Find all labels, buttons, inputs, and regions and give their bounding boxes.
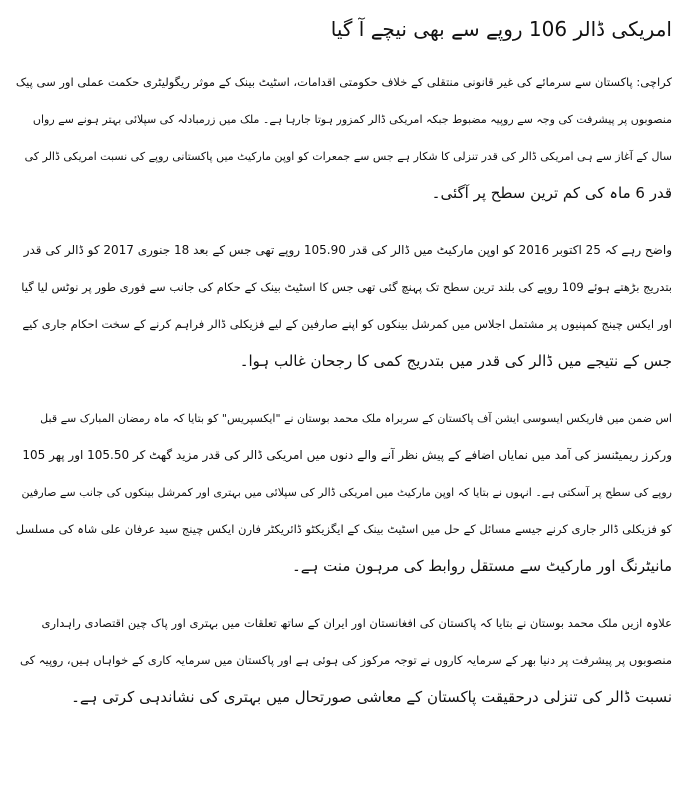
paragraph-line: ورکرز ریمیٹنسز کی آمد میں نمایاں اضافے کے پیش نظر آنے والے دنوں میں امریکی ڈالر کی قدر مزید گھٹ کر 105.50 اور پھر 105	[22, 448, 672, 462]
paragraph-line: منصوبوں پر پیشرفت پر دنیا بھر کے سرمایہ کاروں نے توجہ مرکوز کی ہوئی ہے اور پاکستان میں سرمایہ کاری کے خواہاں ہیں، روپیہ کی	[20, 653, 672, 667]
paragraph-line: بتدریج بڑھتے ہوئے 109 روپے کی بلند ترین سطح تک پہنچ گئی تھی جس کا اسٹیٹ بینک کے حکام کی جانب سے فوری طور پر نوٹس لیا گیا	[21, 280, 672, 294]
paragraph-line: روپے کی سطح پر آسکتی ہے۔ انہوں نے بتایا کہ اوپن مارکیٹ میں امریکی ڈالر کی سپلائی میں بہتری اور کمرشل بینکوں کی جانب سے صارفین	[21, 486, 672, 499]
paragraph-line: سال کے آغاز سے ہی امریکی ڈالر کی قدر تنزلی کا شکار ہے جس سے جمعرات کو اوپن مارکیٹ میں پاکستانی روپے کی نسبت امریکی ڈالر کی	[24, 150, 672, 163]
article-paragraph-2	[16, 232, 672, 380]
paragraph-line: مانیٹرنگ اور مارکیٹ سے مستقل روابط کی مرہون منت ہے۔	[291, 557, 672, 575]
paragraph-line: واضح رہے کہ 25 اکتوبر 2016 کو اوپن مارکیٹ میں ڈالر کی قدر 105.90 روپے تھی جس کے بعد 18 جنوری 2017 کو ڈالر کی قدر	[23, 243, 672, 257]
article-headline: امریکی ڈالر 106 روپے سے بھی نیچے آ گیا	[330, 17, 672, 41]
paragraph-line: اور ایکس چینج کمپنیوں پر مشتمل اجلاس میں کمرشل بینکوں کو اپنے صارفین کے لیے فزیکلی ڈالر فراہم کرنے کے سخت احکام جاری کیے	[22, 317, 672, 331]
paragraph-line: قدر 6 ماہ کی کم ترین سطح پر آگئی۔	[431, 184, 672, 202]
article-paragraph-1	[16, 64, 672, 212]
paragraph-line: اس ضمن میں فاریکس ایسوسی ایشن آف پاکستان کے سربراہ ملک محمد بوستان نے "ایکسپریس" کو بتایا کہ ماہ رمضان المبارک سے قبل	[40, 412, 672, 425]
paragraph-line: علاوہ ازیں ملک محمد بوستان نے بتایا کہ پاکستان کی افغانستان اور ایران کے ساتھ تعلقات میں بہتری اور پاک چین اقتصادی راہداری	[41, 616, 672, 630]
paragraph-line: کو فزیکلی ڈالر جاری کرنے جیسے مسائل کے حل میں اسٹیٹ بینک کے ایگزیکٹو ڈائریکٹر فارن ایکس چینج سید عرفان علی شاہ کی مسلسل	[16, 522, 672, 536]
paragraph-line: نسبت ڈالر کی تنزلی درحقیقت پاکستان کے معاشی صورتحال میں بہتری کی نشاندہی کرتی ہے۔	[71, 688, 672, 706]
article-paragraph-3	[16, 400, 672, 585]
paragraph-line: کراچی: پاکستان سے سرمائے کی غیر قانونی منتقلی کے خلاف حکومتی اقدامات، اسٹیٹ بینک کے موثر ریگولیٹری حکمت عملی اور سی پیک	[16, 75, 672, 89]
paragraph-line: منصوبوں پر پیشرفت کی وجہ سے روپیہ مضبوط جبکہ امریکی ڈالر کمزور ہوتا جارہا ہے۔ ملک میں زرمبادلہ کی سپلائی بہتر ہونے سے رواں	[32, 113, 672, 126]
paragraph-line: جس کے نتیجے میں ڈالر کی قدر میں بتدریج کمی کا رجحان غالب ہوا۔	[239, 352, 672, 370]
article-paragraph-4	[16, 605, 672, 716]
